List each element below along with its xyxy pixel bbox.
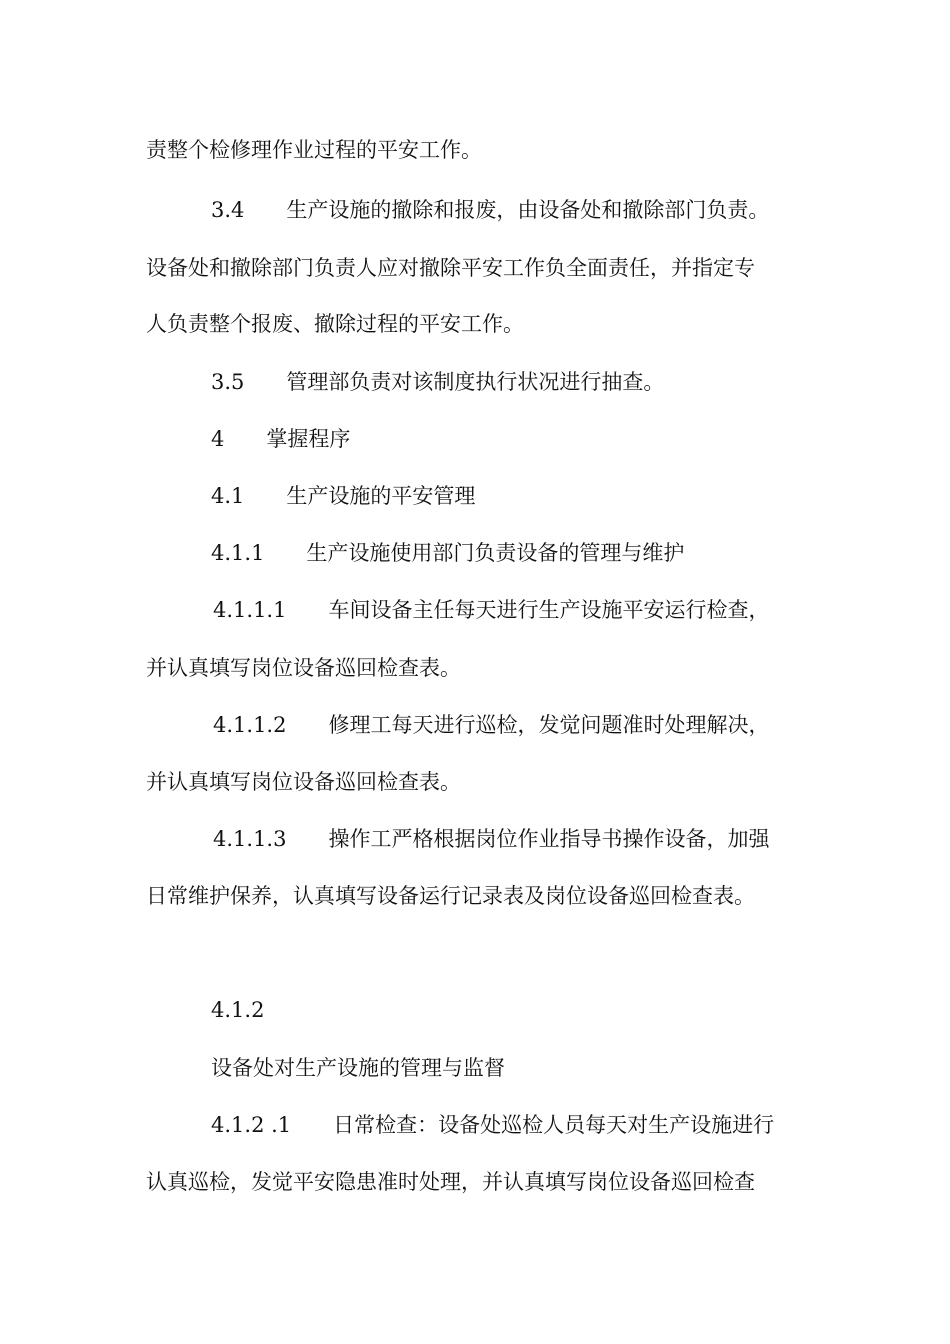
paragraph-line: 并认真填写岗位设备巡回检查表。 (146, 770, 461, 794)
section-4-1-1-2-heading: 4.1.1.2 修理工每天进行巡检，发觉问题准时处理解决， (213, 713, 770, 737)
section-4-1-1-3-heading: 4.1.1.3 操作工严格根据岗位作业指导书操作设备，加强 (213, 827, 770, 851)
section-3-5-heading: 3.5 管理部负责对该制度执行状况进行抽查。 (211, 370, 665, 394)
section-4-1-2-heading: 设备处对生产设施的管理与监督 (211, 1056, 505, 1080)
paragraph-line: 设备处和撤除部门负责人应对撤除平安工作负全面责任，并指定专 (146, 256, 755, 280)
section-4-1-2-1-heading: 4.1.2 .1 日常检查：设备处巡检人员每天对生产设施进行 (211, 1113, 775, 1137)
section-4-heading: 4 掌握程序 (211, 427, 351, 451)
section-4-1-heading: 4.1 生产设施的平安管理 (211, 484, 476, 508)
paragraph-line: 人负责整个报废、撤除过程的平安工作。 (146, 312, 524, 336)
section-3-4-heading: 3.4 生产设施的撤除和报废，由设备处和撤除部门负责。 (211, 198, 770, 222)
section-4-1-2-number: 4.1.2 (211, 998, 265, 1022)
paragraph-line: 并认真填写岗位设备巡回检查表。 (146, 656, 461, 680)
section-4-1-1-1-heading: 4.1.1.1 车间设备主任每天进行生产设施平安运行检查， (213, 598, 770, 622)
paragraph-line: 责整个检修理作业过程的平安工作。 (146, 138, 482, 162)
paragraph-line: 认真巡检，发觉平安隐患准时处理，并认真填写岗位设备巡回检查 (146, 1170, 755, 1194)
paragraph-line: 日常维护保养，认真填写设备运行记录表及岗位设备巡回检查表。 (146, 884, 755, 908)
section-4-1-1-heading: 4.1.1 生产设施使用部门负责设备的管理与维护 (211, 541, 685, 565)
